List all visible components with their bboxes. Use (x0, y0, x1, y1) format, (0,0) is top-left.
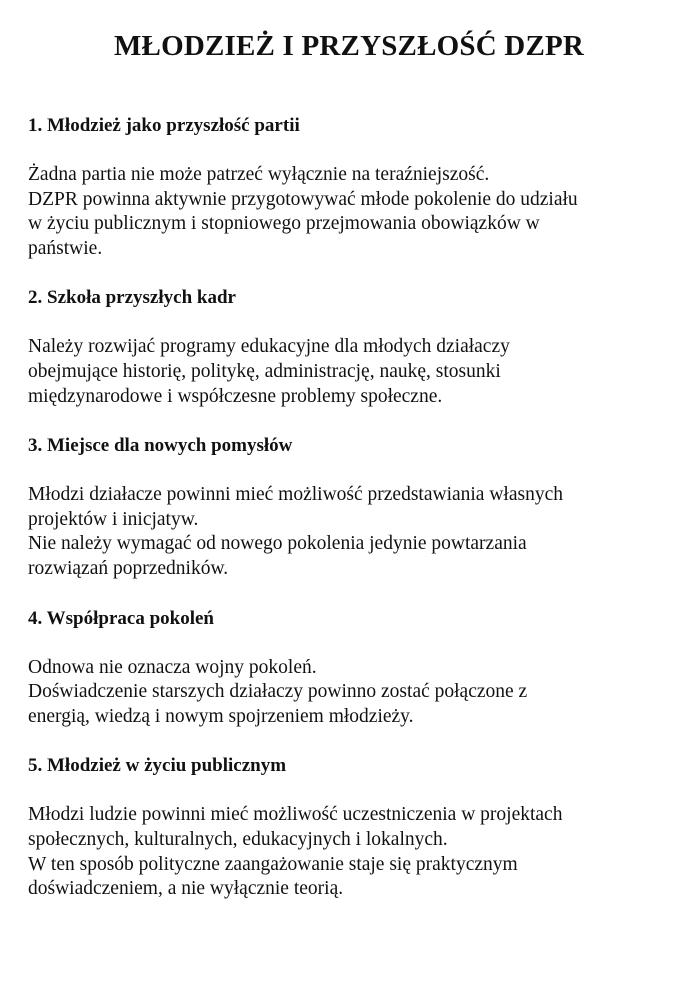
text-line: Doświadczenie starszych działaczy powinno zostać połączone z (28, 681, 528, 703)
text-line: Młodzi ludzie powinni mieć możliwość uczestniczenia w projektach (28, 804, 563, 826)
document-title: MŁODZIEŻ I PRZYSZŁOŚĆ DZPR (113, 30, 585, 62)
text-line: Żadna partia nie może patrzeć wyłącznie na teraźniejszość. (28, 164, 490, 185)
text-line: społecznych, kulturalnych, edukacyjnych i lokalnych. (28, 828, 448, 850)
section-heading: 2. Szkoła przyszłych kadr (28, 287, 236, 309)
text-line: w życiu publicznym i stopniowego przejmowania obowiązków w (28, 213, 540, 235)
section-heading: 1. Młodzież jako przyszłość partii (28, 115, 300, 136)
text-line: W ten sposób polityczne zaangażowanie staje się praktycznym (28, 853, 518, 875)
section-1 (28, 114, 678, 261)
text-line: obejmujące historię, politykę, administrację, naukę, stosunki (28, 360, 501, 382)
text-line: międzynarodowe i współczesne problemy społeczne. (28, 385, 443, 407)
text-line: energią, wiedzą i nowym spojrzeniem młodzieży. (28, 705, 414, 727)
text-line: Młodzi działacze powinni mieć możliwość przedstawiania własnych (28, 484, 563, 506)
text-line: projektów i inicjatyw. (28, 508, 199, 530)
section-heading: 4. Współpraca pokoleń (28, 607, 214, 629)
section-3 (28, 434, 678, 581)
text-line: Odnowa nie oznacza wojny pokoleń. (28, 656, 317, 678)
section-4 (28, 607, 678, 730)
section-2 (28, 286, 678, 409)
document-body (28, 114, 678, 902)
text-line: Nie należy wymagać od nowego pokolenia jedynie powtarzania (28, 533, 527, 555)
text-line: DZPR powinna aktywnie przygotowywać młode pokolenie do udziału (28, 188, 578, 210)
section-heading: 3. Miejsce dla nowych pomysłów (28, 435, 293, 457)
section-heading: 5. Młodzież w życiu publicznym (28, 755, 287, 777)
text-line: doświadczeniem, a nie wyłącznie teorią. (28, 878, 344, 900)
text-line: Należy rozwijać programy edukacyjne dla młodych działaczy (28, 336, 510, 358)
text-line: rozwiązań poprzedników. (28, 557, 229, 579)
section-5 (28, 754, 678, 901)
text-line: państwie. (28, 237, 103, 259)
